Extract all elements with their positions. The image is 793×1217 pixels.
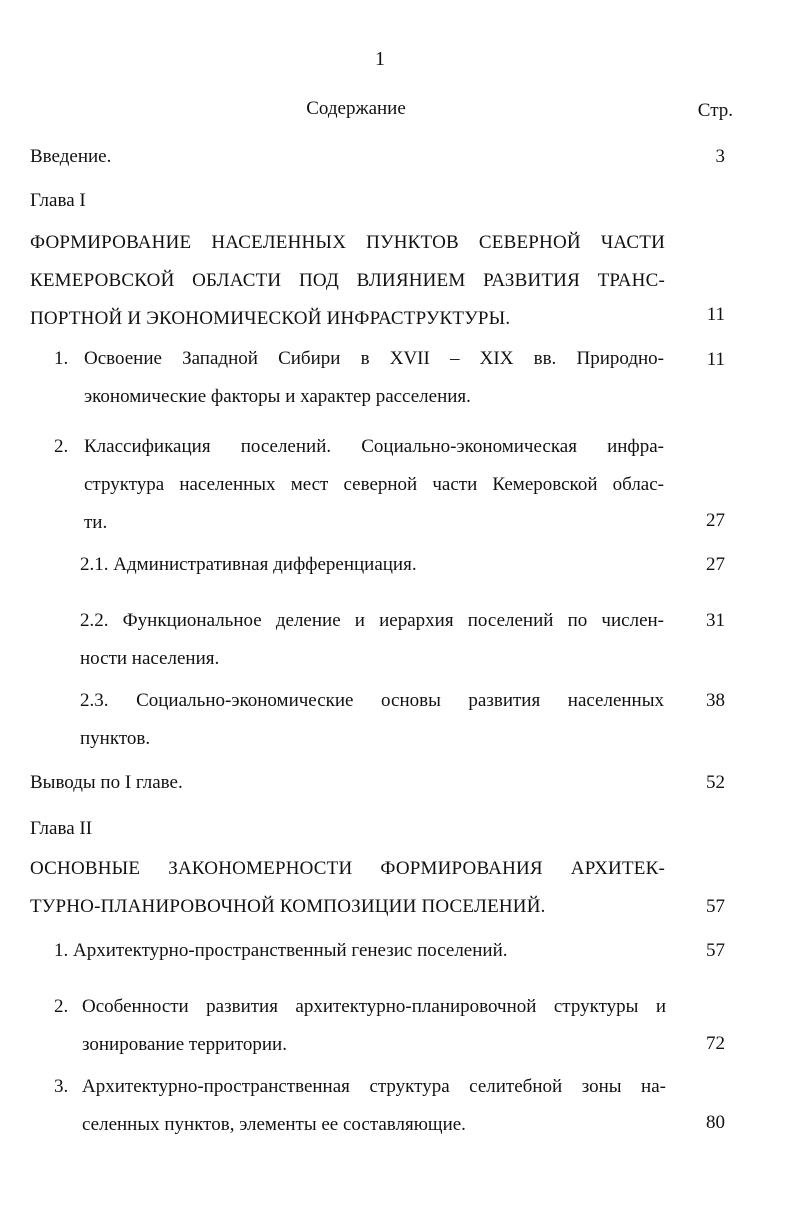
chapter-2-title-line: ТУРНО-ПЛАНИРОВОЧНОЙ КОМПОЗИЦИИ ПОСЕЛЕНИЙ. xyxy=(30,896,546,917)
toc-entry-2-2-features xyxy=(82,988,666,1064)
page-title: Содержание xyxy=(306,98,406,119)
toc-entry-line: ности населения. xyxy=(80,648,220,669)
toc-entry-line: Классификация поселений. Социально-экономическая инфра- xyxy=(84,436,664,457)
chapter-1-title-line: КЕМЕРОВСКОЙ ОБЛАСТИ ПОД ВЛИЯНИЕМ РАЗВИТИЯ ТРАНС- xyxy=(30,270,665,291)
toc-entry-2-1-genesis: 1. Архитектурно-пространственный генезис поселений. xyxy=(54,940,508,961)
toc-entry-line: 2.3. Социально-экономические основы развития населенных xyxy=(80,690,664,711)
toc-page-1-1: 11 xyxy=(706,349,725,370)
toc-entry-line: Архитектурно-пространственная структура селитебной зоны на- xyxy=(82,1076,666,1097)
toc-page-chapter-2: 57 xyxy=(706,896,725,917)
item-number: 1. xyxy=(54,348,69,369)
toc-page-2-3: 38 xyxy=(706,690,725,711)
chapter-2-title xyxy=(30,850,665,926)
toc-entry-line: экономические факторы и характер расселения. xyxy=(84,386,471,407)
toc-entry-conclusions-1: Выводы по I главе. xyxy=(30,772,183,793)
chapter-1-title-line: ПОРТНОЙ И ЭКОНОМИЧЕСКОЙ ИНФРАСТРУКТУРЫ. xyxy=(30,308,511,329)
item-number: 2. xyxy=(54,996,69,1017)
toc-page-2-1: 27 xyxy=(706,554,725,575)
toc-entry-intro: Введение. xyxy=(30,146,112,167)
toc-entry-line: ти. xyxy=(84,512,108,533)
chapter-1-title xyxy=(30,224,665,338)
chapter-2-label: Глава II xyxy=(30,818,93,839)
page-column-header: Стр. xyxy=(697,100,733,121)
toc-page-2-1-genesis: 57 xyxy=(706,940,725,961)
item-number: 2. xyxy=(54,436,69,457)
toc-page-2-2-features: 72 xyxy=(706,1033,725,1054)
toc-entry-line: структура населенных мест северной части Кемеровской облас- xyxy=(84,474,664,495)
toc-entry-line: пунктов. xyxy=(80,728,151,749)
toc-entry-line: Освоение Западной Сибири в XVII – XIX вв. Природно- xyxy=(84,348,664,369)
page-number: 1 xyxy=(375,48,385,70)
toc-page-conclusions-1: 52 xyxy=(706,772,725,793)
toc-entry-line: селенных пунктов, элементы ее составляющие. xyxy=(82,1114,466,1135)
toc-page-intro: 3 xyxy=(715,146,725,167)
toc-entry-line: Особенности развития архитектурно-планировочной структуры и xyxy=(82,996,666,1017)
chapter-1-title-line: ФОРМИРОВАНИЕ НАСЕЛЕННЫХ ПУНКТОВ СЕВЕРНОЙ ЧАСТИ xyxy=(30,232,665,253)
toc-entry-1-2 xyxy=(84,428,664,542)
toc-entry-1-1 xyxy=(84,340,664,416)
toc-page-2-2: 31 xyxy=(706,610,725,631)
toc-entry-2-1: 2.1. Административная дифференциация. xyxy=(80,554,417,575)
toc-page-1-2: 27 xyxy=(706,510,725,531)
chapter-2-title-line: ОСНОВНЫЕ ЗАКОНОМЕРНОСТИ ФОРМИРОВАНИЯ АРХИТЕК- xyxy=(30,858,665,879)
toc-entry-2-2 xyxy=(80,602,664,678)
item-number: 3. xyxy=(54,1076,69,1097)
toc-page-chapter-1: 11 xyxy=(706,304,725,325)
chapter-1-label: Глава I xyxy=(30,190,86,211)
toc-entry-2-3 xyxy=(80,682,664,758)
toc-page-2-3-structure: 80 xyxy=(706,1112,725,1133)
toc-entry-2-3-structure xyxy=(82,1068,666,1144)
toc-entry-line: 2.2. Функциональное деление и иерархия поселений по числен- xyxy=(80,610,664,631)
toc-entry-line: зонирование территории. xyxy=(82,1034,287,1055)
